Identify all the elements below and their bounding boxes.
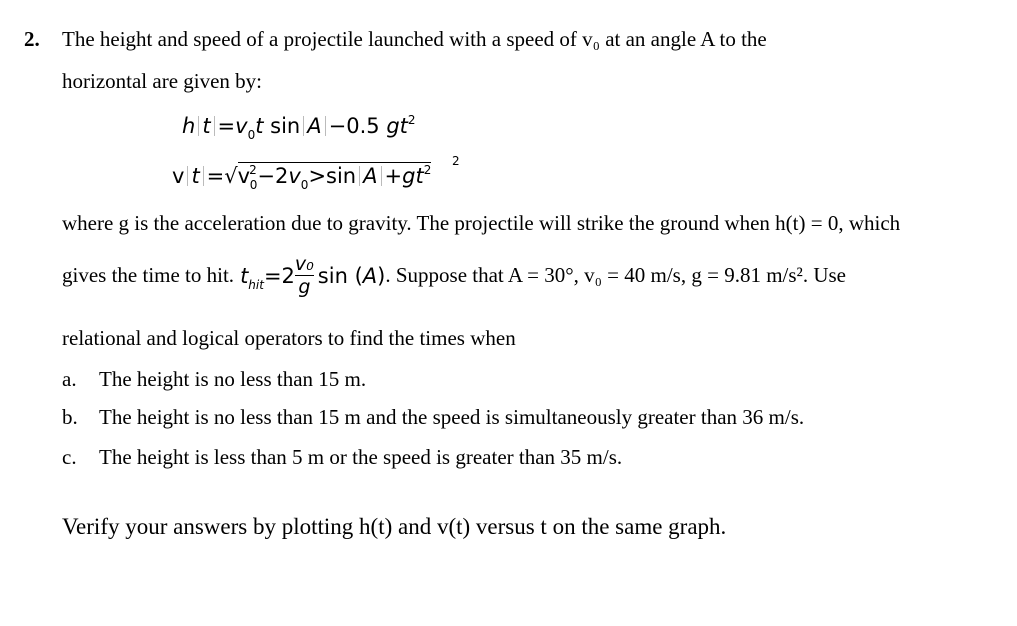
eq1-g: g [386, 114, 400, 138]
problem-number: 2. [24, 27, 40, 51]
eq1-A: A [307, 114, 322, 138]
relational-line: relational and logical operators to find the times when [62, 326, 516, 350]
part-c-text: The height is less than 5 m or the speed is greater than 35 m/s. [99, 445, 623, 469]
height-equation [182, 113, 416, 142]
eq2-radicand: $v^2_0-2v_0>\sin$ $A +gt^2$ [237, 163, 432, 192]
eq2-t: t [191, 164, 200, 188]
verify-line: Verify your answers by plotting h(t) and v(t) versus t on the same graph. [62, 514, 727, 539]
part-b-text: The height is no less than 15 m and the speed is simultaneously greater than 36 m/s. [99, 405, 805, 429]
part-a-label: a. [62, 367, 77, 391]
hit-suffix: . Suppose that A = 30°, v₀ = 40 m/s, g = 9.81 m/s². Use [385, 263, 846, 287]
eq2-v: v [172, 164, 185, 188]
eq2-equals: = [206, 164, 225, 188]
intro-line-2: horizontal are given by: [62, 69, 263, 93]
eq1-equals: = [217, 114, 236, 138]
eq1-v: v [235, 114, 248, 138]
eq1-t3: t [399, 114, 408, 138]
part-a-text: The height is no less than 15 m. [99, 367, 367, 391]
eq1-h: h [182, 114, 196, 138]
part-c-label: c. [62, 445, 77, 469]
eq2-radical: √ [224, 164, 238, 188]
eq1-square: 2 [407, 113, 416, 127]
eq1-minus: −0.5 [328, 114, 380, 138]
where-line: where g is the acceleration due to gravity. The projectile will strike the ground when h(t) = 0, which [62, 211, 901, 235]
hit-frac-numerator: v₀ [294, 253, 314, 275]
intro-line-1: The height and speed of a projectile launched with a speed of v₀ at an angle A to the [62, 27, 767, 51]
hit-sin: sin [317, 263, 348, 288]
hit-frac-denominator: g [295, 275, 314, 298]
hit-A: A [362, 263, 378, 288]
hit-fraction [295, 253, 314, 298]
hit-t: t [240, 263, 249, 288]
eq1-t: t [202, 114, 211, 138]
hit-prefix: gives the time to hit. [62, 263, 235, 287]
part-b-label: b. [62, 405, 78, 429]
eq1-t2: t [255, 114, 264, 138]
hit-time-line: gives the time to hit. $t_{hit}=2$ $\frac{\text{v₀}}{g}$ sin (A) . Suppose that A = 30°, v₀ = 40 m/s, g = 9.81 m/s². Use [62, 253, 846, 298]
eq2-outer-superscript: 2 [452, 154, 460, 168]
speed-equation [172, 162, 432, 192]
eq1-sin: sin [270, 114, 301, 138]
eq1-v-sub: 0 [247, 128, 256, 142]
hit-t-sub: hit [248, 277, 264, 292]
hit-eq: =2 [263, 263, 295, 288]
